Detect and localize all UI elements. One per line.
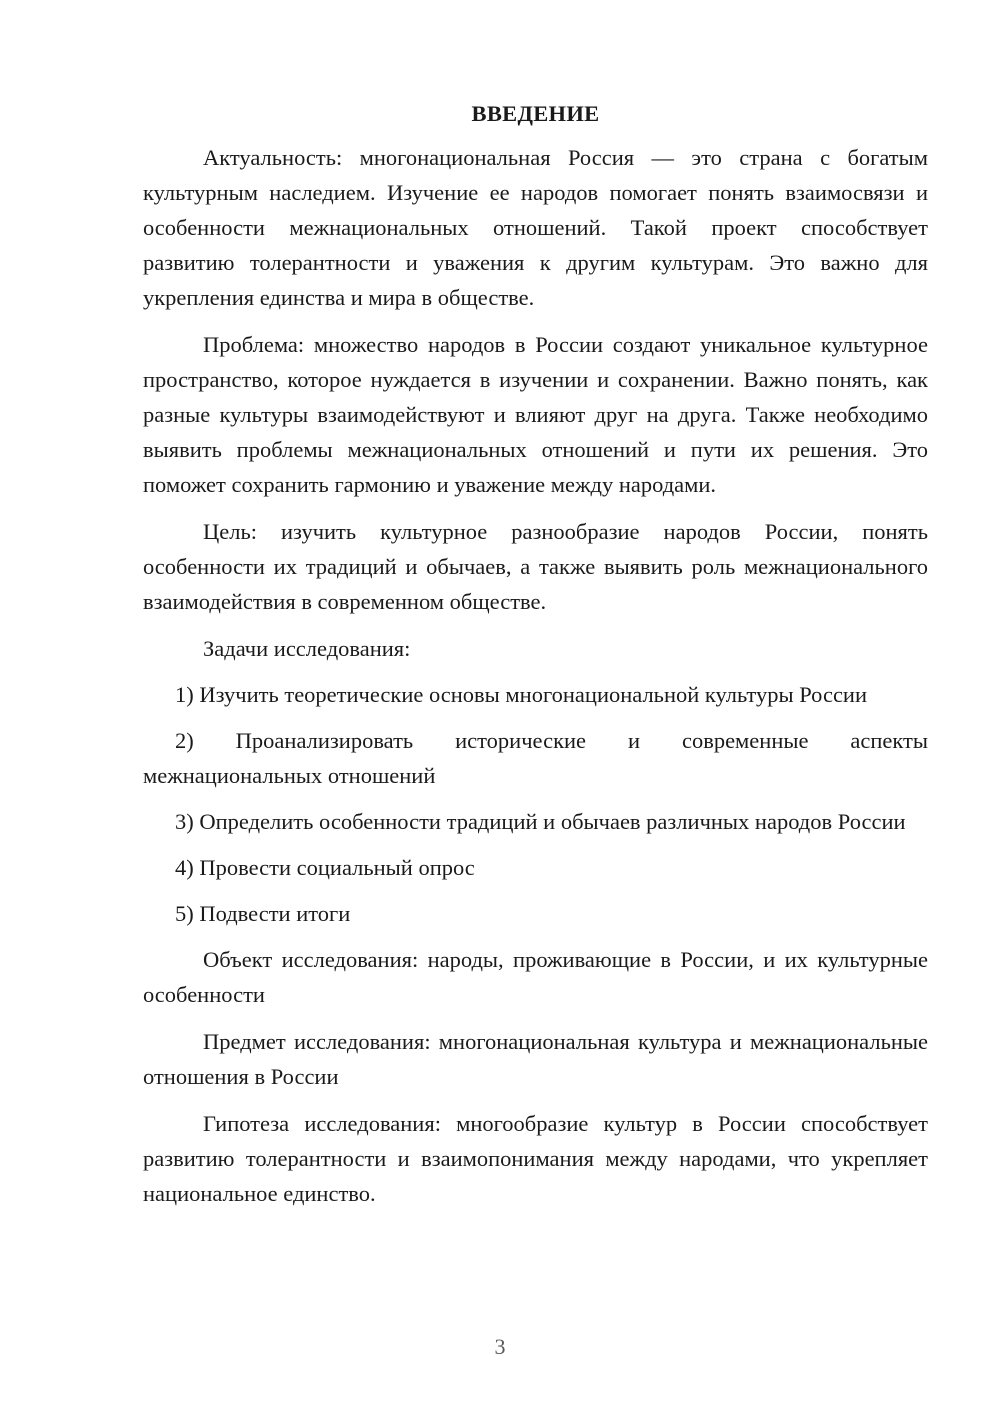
hypothesis-paragraph: Гипотеза исследования: многообразие культур в России способствует развитию толерантности и взаимопонимания между народами, что укрепляет национальное единство.	[143, 1111, 928, 1206]
document-page	[143, 96, 928, 1223]
object-paragraph: Объект исследования: народы, проживающие в России, и их культурные особенности	[143, 947, 928, 1007]
goal-paragraph: Цель: изучить культурное разнообразие народов России, понять особенности их традиций и обычаев, а также выявить роль межнационального взаимодействия в современном обществе.	[143, 519, 928, 614]
task-item: 2) Проанализировать исторические и современные аспекты межнациональных отношений	[143, 728, 928, 788]
relevance-paragraph: Актуальность: многонациональная Россия — это страна с богатым культурным наследием. Изучение ее народов помогает понять взаимосвязи и особенности межнациональных отношений. Такой проект способствует развитию толерантности и уважения к другим культурам. Это важно для укрепления единства и мира в обществе.	[143, 145, 928, 310]
problem-paragraph: Проблема: множество народов в России создают уникальное культурное пространство, которое нуждается в изучении и сохранении. Важно понять, как разные культуры взаимодействуют и влияют друг на друга. Также необходимо выявить проблемы межнациональных отношений и пути их решения. Это поможет сохранить гармонию и уважение между народами.	[143, 332, 928, 497]
task-item: 1) Изучить теоретические основы многонациональной культуры России	[175, 682, 868, 707]
subject-paragraph: Предмет исследования: многонациональная культура и межнациональные отношения в России	[143, 1029, 928, 1089]
task-item: 3) Определить особенности традиций и обычаев различных народов России	[175, 809, 906, 834]
tasks-heading: Задачи исследования:	[203, 636, 411, 661]
task-item: 5) Подвести итоги	[175, 901, 351, 926]
page-number: 3	[494, 1334, 506, 1359]
section-title: ВВЕДЕНИЕ	[471, 101, 600, 126]
task-item: 4) Провести социальный опрос	[175, 855, 475, 880]
